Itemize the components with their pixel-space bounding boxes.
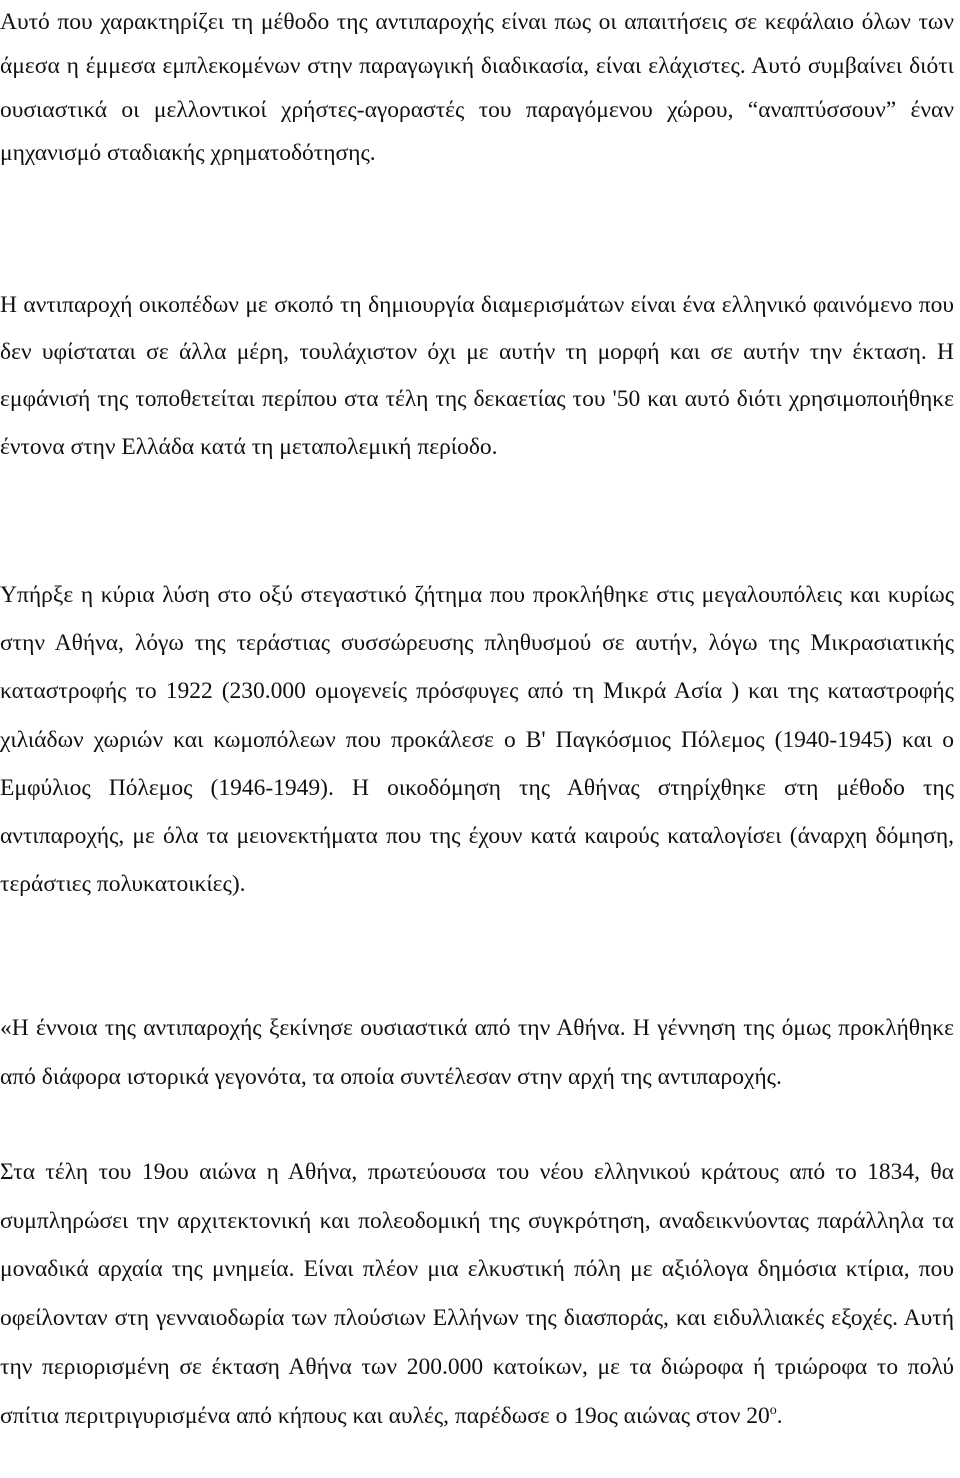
paragraph-5-superscript: ο — [769, 1402, 777, 1418]
paragraph-5-text: Στα τέλη του 19ου αιώνα η Αθήνα, πρωτεύουσα του νέου ελληνικού κράτους από το 1834, θα συμπληρώσει την αρχιτεκτονική και πολεοδομική της συγκρότηση, αναδεικνύοντας παράλληλα τα μοναδικά αρχαία της μνημεία. Είναι πλέον μια ελκυστική πόλη με αξιόλογα δημόσια κτίρια, που οφείλονταν στη γενναιοδωρία των πλούσιων Ελλήνων της διασποράς, και ειδυλλιακές εξοχές. Αυτή την περιορισμένη σε έκταση Αθήνα των 200.000 κατοίκων, με τα διώροφα ή τριώροφα το πολύ σπίτια περιτριγυρισμένα από κήπους και αυλές, παρέδωσε ο 19ος αιώνας στον 20 — [0, 1159, 954, 1429]
paragraph-5 — [0, 1148, 954, 1440]
paragraph-5-tail: . — [776, 1402, 783, 1429]
paragraph-3: Υπήρξε η κύρια λύση στο οξύ στεγαστικό ζήτημα που προκλήθηκε στις μεγαλουπόλεις και κυρίως στην Αθήνα, λόγω της τεράστιας συσσώρευσης πληθυσμού σε αυτήν, λόγω της Μικρασιατικής καταστροφής το 1922 (230.000 ομογενείς πρόσφυγες από τη Μικρά Ασία ) και της καταστροφής χιλιάδων χωριών και κωμοπόλεων που προκάλεσε ο Β' Παγκόσμιος Πόλεμος (1940-1945) και ο Εμφύλιος Πόλεμος (1946-1949). Η οικοδόμηση της Αθήνας στηρίχθηκε στη μέθοδο της αντιπαροχής, με όλα τα μειονεκτήματα που της έχουν κατά καιρούς καταλογίσει (άναρχη δόμηση, τεράστιες πολυκατοικίες). — [0, 582, 954, 898]
paragraph-2: Η αντιπαροχή οικοπέδων με σκοπό τη δημιουργία διαμερισμάτων είναι ένα ελληνικό φαινόμενο που δεν υφίσταται σε άλλα μέρη, τουλάχιστον όχι με αυτήν τη μορφή και σε αυτήν την έκταση. Η εμφάνισή της τοποθετείται περίπου στα τέλη της δεκαετίας του '50 και αυτό διότι χρησιμοποιήθηκε έντονα στην Ελλάδα κατά τη μεταπολεμική περίοδο. — [0, 292, 954, 460]
paragraph-4: «Η έννοια της αντιπαροχής ξεκίνησε ουσιαστικά από την Αθήνα. Η γέννηση της όμως προκλήθηκε από διάφορα ιστορικά γεγονότα, τα οποία συντέλεσαν στην αρχή της αντιπαροχής. — [0, 1015, 954, 1090]
paragraph-1: Αυτό που χαρακτηρίζει τη μέθοδο της αντιπαροχής είναι πως οι απαιτήσεις σε κεφάλαιο όλων των άμεσα η έμμεσα εμπλεκομένων στην παραγωγική διαδικασία, είναι ελάχιστες. Αυτό συμβαίνει διότι ουσιαστικά οι μελλοντικοί χρήστες-αγοραστές του παραγόμενου χώρου, “αναπτύσσουν” έναν μηχανισμό σταδιακής χρηματοδότησης. — [0, 9, 954, 167]
